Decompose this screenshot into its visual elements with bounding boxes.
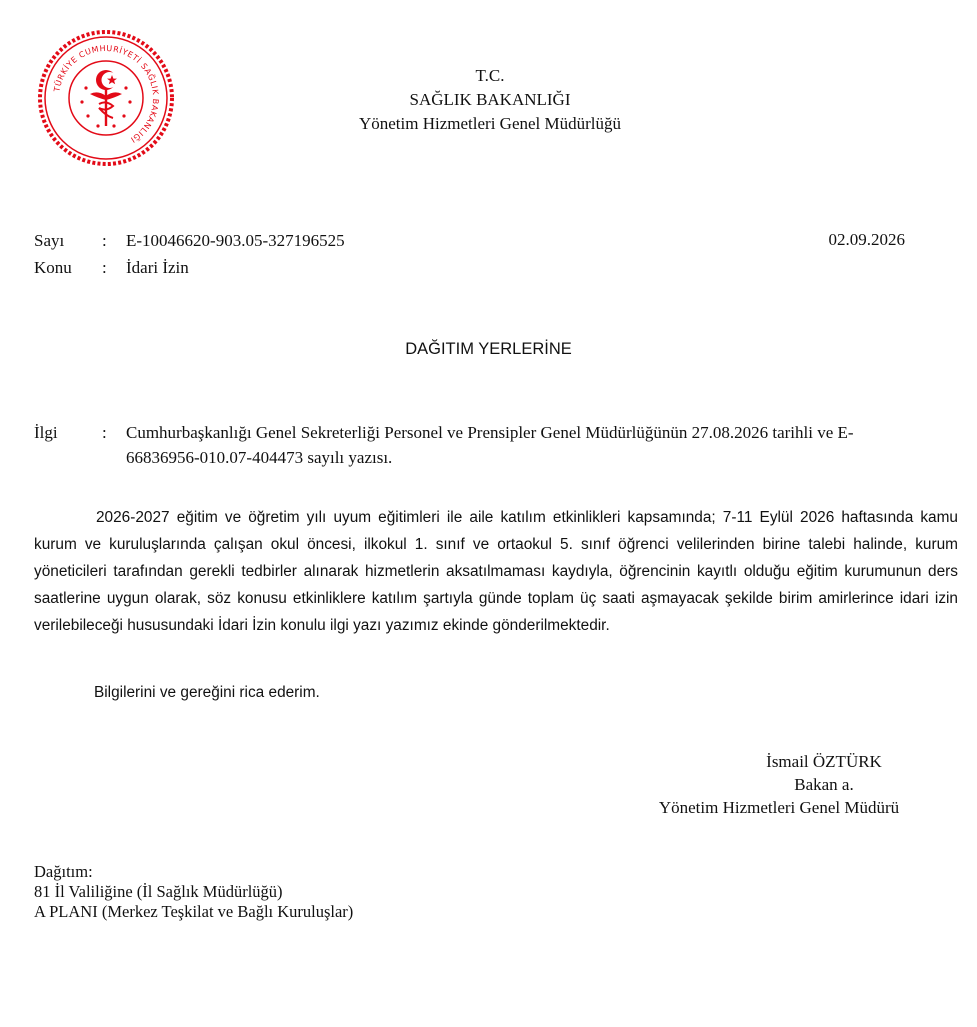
reference-separator: :: [102, 423, 107, 442]
konu-label: Konu: [34, 258, 72, 277]
closing-line: Bilgilerini ve gereğini rica ederim.: [94, 684, 320, 701]
header-directorate: Yönetim Hizmetleri Genel Müdürlüğü: [358, 114, 622, 133]
sayi-value: E-10046620-903.05-327196525: [126, 231, 345, 250]
distribution-item: 81 İl Valiliğine (İl Sağlık Müdürlüğü): [34, 882, 283, 901]
distribution-list: [34, 862, 353, 922]
ministry-seal-icon: [36, 28, 176, 168]
distribution-title: DAĞITIM YERLERİNE: [405, 340, 572, 358]
signatory-role-2: Yönetim Hizmetleri Genel Müdürü: [658, 798, 900, 817]
konu-separator: :: [102, 258, 107, 277]
signatory-name: İsmail ÖZTÜRK: [766, 752, 882, 771]
sayi-row: [34, 230, 345, 252]
letterhead: [280, 64, 700, 136]
reference-label: İlgi: [34, 423, 58, 442]
signature-block: [619, 750, 939, 819]
body-paragraph: 2026-2027 eğitim ve öğretim yılı uyum eğitimleri ile aile katılım etkinlikleri kapsamında; 7-11 Eylül 2026 haftasında kamu kurum ve kuruluşlarında çalışan okul öncesi, ilkokul 1. sınıf ve ortaokul 5. sınıf öğrenci velilerinden birine talebi halinde, kurum yöneticileri tarafından gerekli tedbirler alınarak hizmetlerin aksatılmaması kaydıyla, öğrencinin kayıtlı olduğu eğitim kurumunun ders saatlerine uygun olarak, söz konusu etkinliklere katılım şartıyla günde toplam üç saati aşmayacak şekilde birim amirlerince idari izin verilebileceği hususundaki İdari İzin konulu ilgi yazı yazımız ekinde gönderilmektedir.: [34, 509, 958, 634]
konu-value: İdari İzin: [126, 258, 189, 277]
sayi-label: Sayı: [34, 231, 65, 250]
distribution-label: Dağıtım:: [34, 862, 93, 881]
header-tc: T.C.: [475, 66, 505, 85]
ministry-logo: [36, 28, 176, 168]
sayi-separator: :: [102, 231, 107, 250]
konu-row: [34, 257, 189, 279]
signatory-role-1: Bakan a.: [794, 775, 854, 794]
seal-ring-text: TÜRKİYE CUMHURİYETİ SAĞLIK BAKANLIĞI: [52, 43, 161, 145]
reference-text: Cumhurbaşkanlığı Genel Sekreterliği Personel ve Prensipler Genel Müdürlüğünün 27.08.2026 tarihli ve E-66836956-010.07-404473 sayılı yazısı.: [126, 423, 854, 467]
document-date: 02.09.2026: [828, 230, 905, 249]
header-ministry: SAĞLIK BAKANLIĞI: [409, 90, 571, 109]
distribution-item: A PLANI (Merkez Teşkilat ve Bağlı Kuruluşlar): [34, 902, 354, 921]
